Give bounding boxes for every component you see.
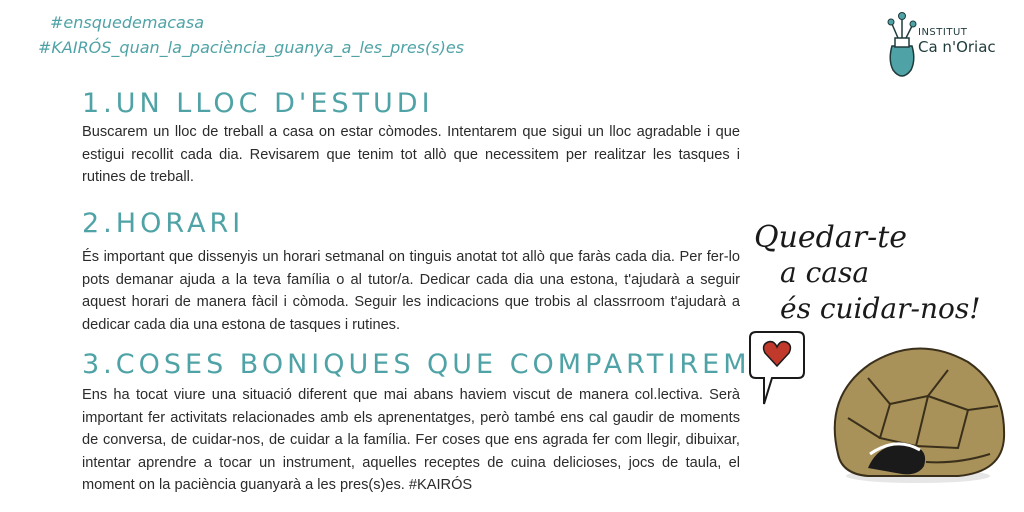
hashtag-ensquedemacasa: #ensquedemacasa [50, 13, 204, 32]
hashtag-kairos: #KAIRÓS_quan_la_paciència_guanya_a_les_pres(s)es [38, 38, 465, 57]
illustration-line-1: Quedar-te [754, 220, 908, 255]
section-title-study-place: 1.UN LLOC D'ESTUDI [82, 88, 434, 119]
section-title-schedule: 2.HORARI [82, 208, 245, 239]
logo-line-institut: INSTITUT [918, 27, 968, 38]
lightbulb-icon [886, 10, 918, 82]
turtle-illustration [740, 200, 1024, 512]
logo-text [918, 28, 996, 55]
section-body-nice-things: Ens ha tocat viure una situació diferent que mai abans haviem viscut de manera col.lectiva. Serà important fer activitats relacionades amb els aprenentatges, però també ens cal gaudir de moments de conversa, de cuidar-nos, de cuidar a la família. Fer coses que ens agrada fer com llegir, dibuixar, intentar aprendre a tocar un instrument, aquelles receptes de cuina delicioses, jocs de taula, el moment on la paciència guanyarà a les pres(s)es. #KAIRÓS [82, 387, 740, 493]
section-title-nice-things: 3.COSES BONIQUES QUE COMPARTIREM [82, 349, 751, 380]
hashtags [38, 10, 464, 60]
illustration-line-2: a casa [780, 256, 870, 289]
institut-logo [886, 10, 1016, 85]
illustration-line-3: és cuidar-nos! [780, 292, 981, 325]
logo-line-name: Ca n'Oriac [918, 38, 996, 56]
turtle-shell-icon [808, 326, 1018, 486]
section-body-study-place: Buscarem un lloc de treball a casa on estar còmodes. Intentarem que sigui un lloc agradable i que estigui recollit cada dia. Revisarem que tenim tot allò que necessitem per realitzar les tasques i rutines de treball. [82, 124, 740, 185]
speech-bubble-heart-icon [746, 328, 808, 410]
section-body-schedule: És important que dissenyis un horari setmanal on tinguis anotat tot allò que faràs cada dia. Per fer-lo pots demanar ajuda a la teva família o al tutor/a. Dedicar cada dia una estona, t'ajudarà a seguir aquest horari de manera fàcil i còmoda. Seguir les indicacions que trobis al classrroom t'ajudarà a dedicar cada dia una estona de tasques i rutines. [82, 249, 740, 333]
